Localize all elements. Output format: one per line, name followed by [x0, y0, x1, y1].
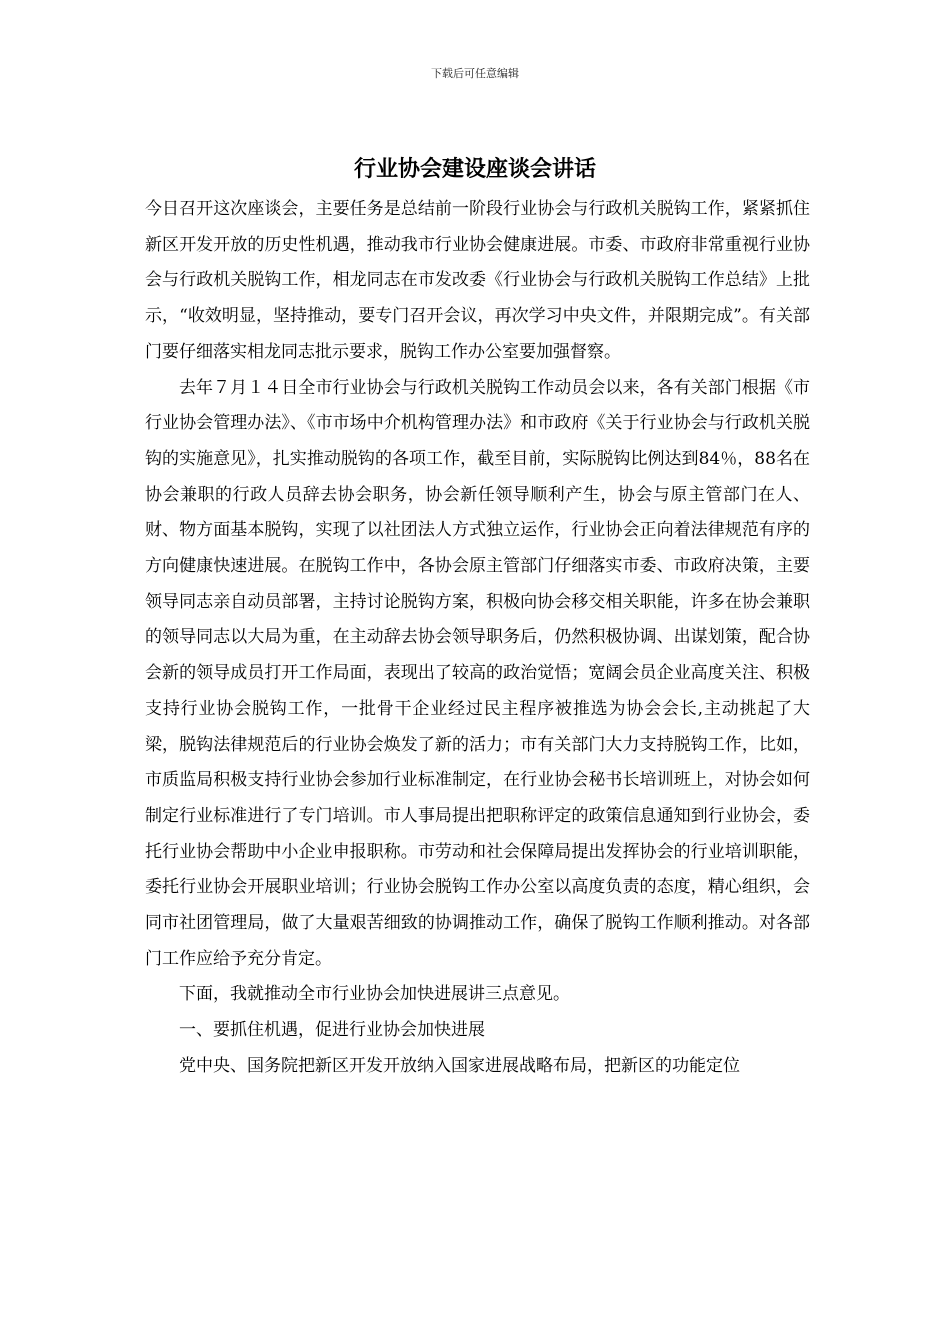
paragraph-progress: 去年７月１４日全市行业协会与行政机关脱钩工作动员会以来，各有关部门根据《市行业协会管理办法》、《市市场中介机构管理办法》和市政府《关于行业协会与行政机关脱钩的实施意见》，扎实推动脱钩的各项工作，截至目前，实际脱钩比例达到84％，88名在协会兼职的行政人员辞去协会职务，协会新任领导顺利产生，协会与原主管部门在人、财、物方面基本脱钩，实现了以社团法人方式独立运作，行业协会正向着法律规范有序的方向健康快速进展。在脱钩工作中，各协会原主管部门仔细落实市委、市政府决策，主要领导同志亲自动员部署，主持讨论脱钩方案，积极向协会移交相关职能，许多在协会兼职的领导同志以大局为重，在主动辞去协会领导职务后，仍然积极协调、出谋划策，配合协会新的领导成员打开工作局面，表现出了较高的政治觉悟；宽阔会员企业高度关注、积极支持行业协会脱钩工作，一批骨干企业经过民主程序被推选为协会会长,主动挑起了大梁，脱钩法律规范后的行业协会焕发了新的活力；市有关部门大力支持脱钩工作，比如，市质监局积极支持行业协会参加行业标准制定，在行业协会秘书长培训班上，对协会如何制定行业标准进行了专门培训。市人事局提出把职称评定的政策信息通知到行业协会，委托行业协会帮助中小企业申报职称。市劳动和社会保障局提出发挥协会的行业培训职能，委托行业协会开展职业培训；行业协会脱钩工作办公室以高度负责的态度，精心组织，会同市社团管理局，做了大量艰苦细致的协调推动工作，确保了脱钩工作顺利推动。对各部门工作应给予充分肯定。	[145, 377, 810, 969]
paragraph-intro: 今日召开这次座谈会，主要任务是总结前一阶段行业协会与行政机关脱钩工作，紧紧抓住新区开发开放的历史性机遇，推动我市行业协会健康进展。市委、市政府非常重视行业协会与行政机关脱钩工作，相龙同志在市发改委《行业协会与行政机关脱钩工作总结》上批示，“收效明显，坚持推动，要专门召开会议，再次学习中央文件，并限期完成”。有关部门要仔细落实相龙同志批示要求，脱钩工作办公室要加强督察。	[145, 199, 810, 362]
section-heading-1: 一、要抓住机遇，促进行业协会加快进展	[179, 1020, 485, 1041]
document-title: 行业协会建设座谈会讲话	[353, 156, 596, 182]
paragraph-transition: 下面，我就推动全市行业协会加快进展讲三点意见。	[179, 984, 570, 1005]
header-note: 下载后可任意编辑	[431, 67, 519, 80]
document-body	[145, 192, 810, 1085]
paragraph-section-1: 党中央、国务院把新区开发开放纳入国家进展战略布局，把新区的功能定位	[179, 1055, 740, 1076]
